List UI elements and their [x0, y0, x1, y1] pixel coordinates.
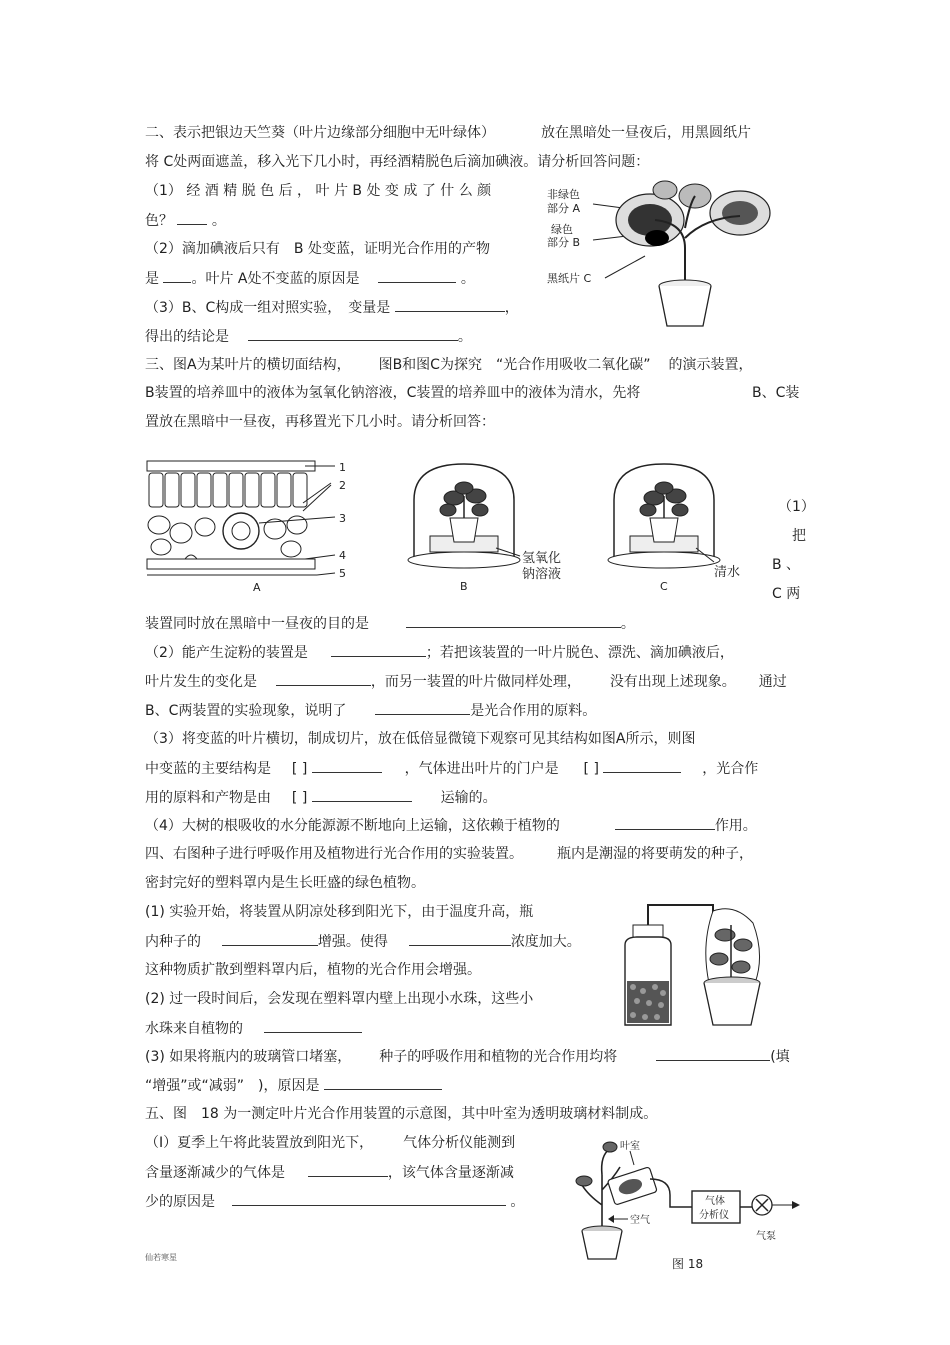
text: 叶片发生的变化是 — [145, 674, 257, 690]
answer-blank[interactable] — [615, 815, 715, 830]
pump-label: 气泵 — [756, 1231, 776, 1242]
answer-blank[interactable] — [312, 758, 382, 773]
text: 浓度加大。 — [510, 934, 581, 950]
text: 水珠来自植物的 — [145, 1021, 243, 1037]
answer-blank[interactable] — [603, 758, 681, 773]
answer-blank[interactable] — [395, 297, 505, 312]
s2-line2: 将 C处两面遮盖，移入光下几小时，再经酒精脱色后滴加碘液。请分析回答问题： — [145, 154, 650, 170]
text: 作用。 — [714, 818, 757, 834]
text: 。叶片 A处不变蓝的原因是 — [191, 271, 360, 287]
text: ，而另一装置的叶片做同样处理， — [370, 674, 581, 690]
text: 三、图A为某叶片的横切面结构， — [145, 357, 351, 373]
num-2: 2 — [339, 479, 346, 492]
label-a2: 部分 A — [547, 202, 581, 215]
num-5: 5 — [339, 567, 346, 580]
s5-q1e — [145, 1191, 524, 1212]
text: 是 — [145, 271, 159, 287]
s3-side-1: （1） — [778, 499, 815, 515]
s3-side-4: C 两 — [772, 586, 801, 602]
text: 含量逐渐减少的气体是 — [145, 1165, 285, 1181]
num-4: 4 — [339, 549, 346, 562]
text: （2）能产生淀粉的装置是 — [145, 645, 308, 661]
s2-q3b — [145, 326, 472, 347]
text: ，光合作 — [702, 761, 759, 777]
air-label: 空气 — [630, 1215, 650, 1226]
s2-q2b — [145, 268, 475, 289]
s2-line1 — [145, 123, 751, 143]
label-c: 黑纸片 C — [547, 272, 592, 285]
s3-q3e — [145, 787, 497, 808]
answer-blank[interactable] — [308, 1162, 388, 1177]
num-1: 1 — [339, 461, 346, 474]
s3-q3b — [145, 758, 758, 779]
geranium-figure — [545, 178, 785, 333]
s3-side-2: 把 — [792, 528, 806, 544]
s4-line1 — [145, 844, 753, 864]
text: 瓶内是潮湿的将要萌发的种子， — [557, 846, 753, 862]
text: 图B和图C为探究 — [378, 357, 482, 373]
answer-blank[interactable] — [378, 268, 456, 283]
text: 少的原因是 — [145, 1194, 215, 1210]
text: 。 — [620, 616, 635, 632]
answer-blank[interactable] — [375, 700, 470, 715]
text: 运输的。 — [440, 790, 497, 806]
text: 四、右图种子进行呼吸作用及植物进行光合作用的实验装置。 — [145, 846, 523, 862]
s5-q1c — [145, 1162, 514, 1183]
fig18-caption: 图 18 — [672, 1257, 704, 1271]
s3-q4 — [145, 815, 757, 836]
text: （3）B、C构成一组对照实验， 变量是 — [145, 300, 391, 316]
s3-q2a — [145, 642, 734, 663]
s3-line2: B装置的培养皿中的液体为氢氧化钠溶液，C装置的培养皿中的液体为清水，先将 — [145, 385, 641, 401]
answer-blank[interactable] — [331, 642, 426, 657]
s3-side-3: B 、 — [772, 557, 801, 573]
answer-blank[interactable] — [656, 1046, 770, 1061]
text: （4）大树的根吸收的水分能源源不断地向上运输，这依赖于植物的 — [145, 818, 560, 834]
figure-18 — [570, 1135, 830, 1275]
answer-blank[interactable] — [324, 1075, 442, 1090]
s4-q2b — [145, 1018, 362, 1039]
label-b1: 绿色 — [551, 223, 573, 236]
s3-line2b: B、C装 — [752, 385, 800, 401]
naoh-label-1: 氢氧化 — [522, 551, 562, 566]
text: [ ] — [583, 761, 599, 777]
answer-blank[interactable] — [312, 787, 412, 802]
text: 得出的结论是 — [145, 329, 229, 345]
label-a1: 非绿色 — [547, 188, 580, 201]
s2-q1b — [145, 210, 226, 231]
figC-label: C — [660, 580, 668, 593]
num-3: 3 — [339, 512, 346, 525]
answer-blank[interactable] — [163, 268, 191, 283]
s3-q2c — [145, 671, 787, 692]
bell-jar-c-figure — [600, 460, 760, 595]
text: 没有出现上述现象。 — [609, 674, 736, 690]
text: ，该气体含量逐渐减 — [387, 1165, 514, 1181]
text: (填 — [770, 1049, 790, 1065]
s2-q2a: （2）滴加碘液后只有 B 处变蓝，证明光合作用的产物 — [145, 241, 490, 257]
text: 种子的呼吸作用和植物的光合作用均将 — [379, 1049, 618, 1065]
text: 中变蓝的主要结构是 — [145, 761, 271, 777]
s3-q2g — [145, 700, 596, 721]
text: 气体分析仪能测到 — [403, 1135, 516, 1151]
answer-blank[interactable] — [232, 1191, 506, 1206]
naoh-label-2: 钠溶液 — [522, 567, 562, 582]
s4-q1e: 这种物质扩散到塑料罩内后，植物的光合作用会增强。 — [145, 962, 481, 978]
answer-blank[interactable] — [264, 1018, 362, 1033]
text: ；若把该装置的一叶片脱色、漂洗、滴加碘液后， — [425, 645, 734, 661]
answer-blank[interactable] — [409, 931, 511, 946]
bell-jar-b-figure — [400, 460, 600, 595]
analyzer-label-1: 气体 — [705, 1196, 725, 1207]
text: [ ] — [291, 761, 308, 777]
figB-label: B — [460, 580, 468, 593]
s4-q3a — [145, 1046, 790, 1067]
text: 。 — [211, 213, 226, 229]
s5-q1a — [145, 1133, 515, 1153]
label-b2: 部分 B — [547, 236, 581, 249]
s4-q2a: (2) 过一段时间后，会发现在塑料罩内壁上出现小水珠，这些小 — [145, 991, 534, 1007]
text: 。 — [457, 329, 472, 345]
answer-blank[interactable] — [177, 210, 207, 225]
text: 二、表示把银边天竺葵（叶片边缘部分细胞中无叶绿体） — [145, 125, 495, 141]
s4-line2: 密封完好的塑料罩内是生长旺盛的绿色植物。 — [145, 875, 425, 891]
text: 用的原料和产物是由 — [145, 790, 271, 806]
answer-blank[interactable] — [222, 931, 318, 946]
s5-line1: 五、图 18 为一测定叶片光合作用装置的示意图，其中叶室为透明玻璃材料制成。 — [145, 1106, 658, 1122]
seed-jar-figure — [615, 895, 795, 1035]
text: 的演示装置， — [668, 357, 753, 373]
s3-line1 — [145, 355, 752, 375]
text: [ ] — [291, 790, 308, 806]
text: 放在黑暗处一昼夜后，用黑圆纸片 — [541, 125, 751, 141]
s2-q1a: （1） 经 酒 精 脱 色 后 ， 叶 片 B 处 变 成 了 什 么 颜 — [145, 183, 492, 199]
text: 通过 — [758, 674, 787, 690]
text: 增强。使得 — [317, 934, 388, 950]
text: 装置同时放在黑暗中一昼夜的目的是 — [145, 616, 369, 632]
s4-q3d — [145, 1075, 442, 1096]
analyzer-label-2: 分析仪 — [699, 1210, 729, 1221]
leaf-cross-section-figure — [145, 455, 355, 595]
answer-blank[interactable] — [406, 613, 621, 628]
text: ，气体进出叶片的门户是 — [404, 761, 559, 777]
s4-q1b — [145, 931, 581, 952]
s4-q1a: (1) 实验开始，将装置从阴凉处移到阳光下，由于温度升高，瓶 — [145, 904, 534, 920]
water-label: 清水 — [714, 565, 741, 580]
text: 。 — [460, 271, 475, 287]
s3-q3a: （3）将变蓝的叶片横切，制成切片，放在低倍显微镜下观察可见其结构如图A所示，则图 — [145, 731, 696, 747]
text: 是光合作用的原料。 — [470, 703, 597, 719]
text: “光合作用吸收二氧化碳” — [495, 357, 651, 373]
s3-line3: 置放在黑暗中一昼夜，再移置光下几小时。请分析回答： — [145, 414, 495, 430]
text: （Ⅰ）夏季上午将此装置放到阳光下， — [145, 1135, 374, 1151]
answer-blank[interactable] — [248, 326, 458, 341]
text: 。 — [510, 1194, 525, 1210]
text: (3) 如果将瓶内的玻璃管口堵塞， — [145, 1049, 352, 1065]
figA-label: A — [253, 581, 261, 594]
text: 色？ — [145, 213, 173, 229]
s3-q1 — [145, 613, 635, 634]
chamber-label: 叶室 — [620, 1141, 640, 1152]
answer-blank[interactable] — [276, 671, 371, 686]
s2-q3a — [145, 297, 519, 318]
text: B、C两装置的实验现象，说明了 — [145, 703, 347, 719]
text: ， — [504, 300, 519, 316]
footer-text: 仙若寒星 — [145, 1253, 177, 1262]
text: 内种子的 — [145, 934, 201, 950]
text: “增强”或“减弱” )，原因是 — [145, 1078, 320, 1094]
